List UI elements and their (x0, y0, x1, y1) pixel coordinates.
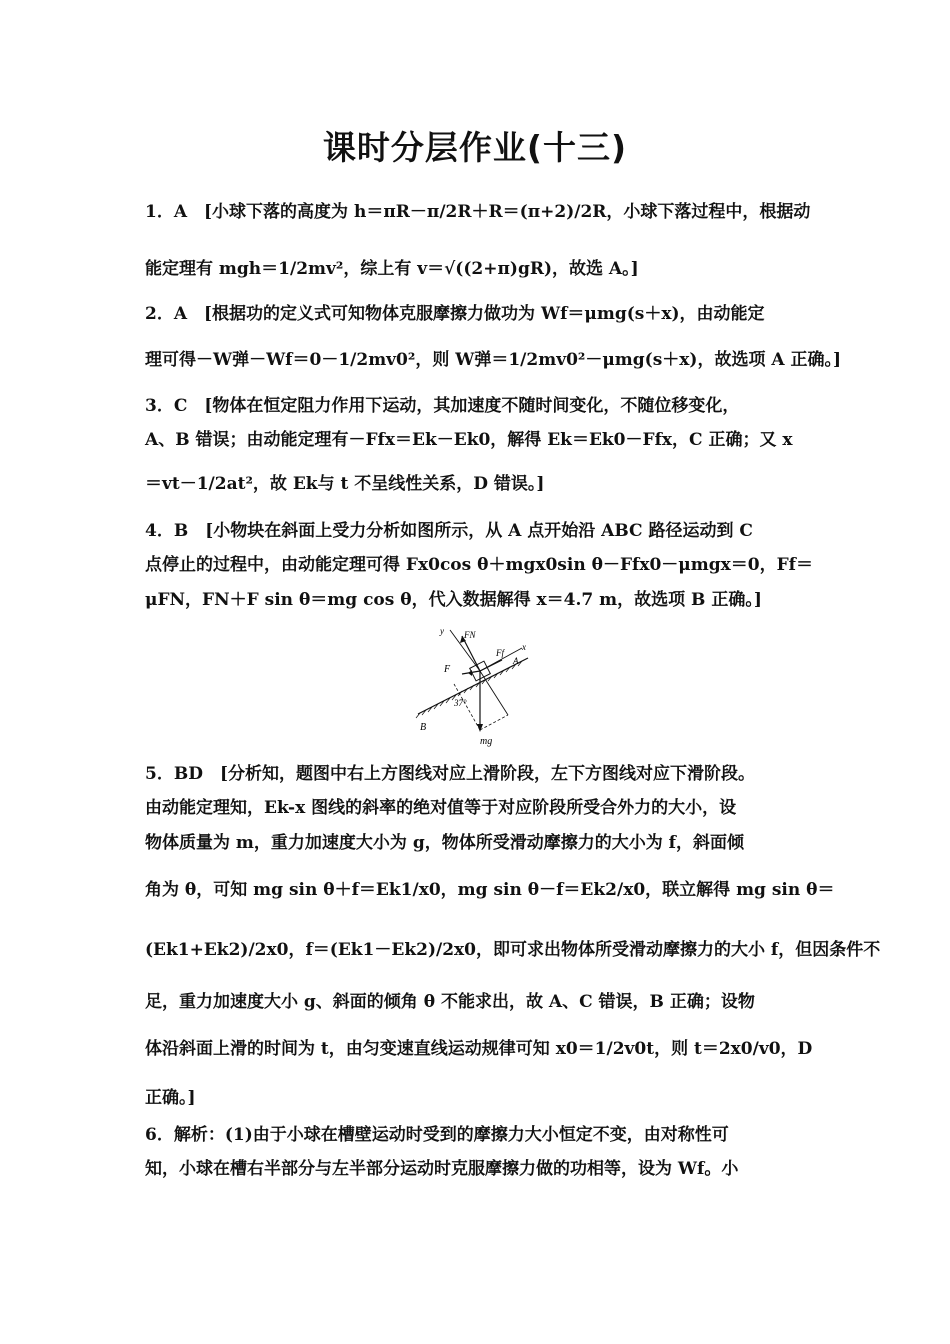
answer-line: 正确。] (145, 1088, 196, 1108)
answer-line: 6．解析：(1)由于小球在槽壁运动时受到的摩擦力大小恒定不变，由对称性可 (145, 1125, 729, 1145)
figure-label: mg (480, 736, 493, 747)
answer-line: 点停止的过程中，由动能定理可得 Fx0cos θ＋mgx0sin θ－Ffx0－μmgx＝0，Ff＝ (145, 555, 813, 575)
answer-line: 1．A [小球下落的高度为 h＝πR－π/2R＋R＝(π+2)/2R，小球下落过程中，根据动 (145, 202, 811, 222)
answer-line: 能定理有 mgh＝1/2mv²，综上有 v＝√((2+π)gR)，故选 A。] (145, 259, 639, 279)
figure-label: Ff (496, 648, 504, 658)
answer-line: A、B 错误；由动能定理有－Ffx＝Ek－Ek0，解得 Ek＝Ek0－Ffx，C 正确；又 x (145, 430, 793, 450)
answer-line: 体沿斜面上滑的时间为 t，由匀变速直线运动规律可知 x0＝1/2v0t，则 t＝2x0/v0，D (145, 1039, 813, 1059)
figure-label: A (513, 656, 519, 666)
answer-line: 由动能定理知，Ek-x 图线的斜率的绝对值等于对应阶段所受合外力的大小，设 (145, 798, 737, 818)
answer-line: 5．BD [分析知，题图中右上方图线对应上滑阶段，左下方图线对应下滑阶段。 (145, 764, 755, 784)
figure-label: y (440, 626, 444, 636)
answer-line: 角为 θ，可知 mg sin θ＋f＝Ek1/x0，mg sin θ－f＝Ek2/x0，联立解得 mg sin θ＝ (145, 880, 835, 900)
force-diagram (410, 622, 550, 752)
answer-line: 足，重力加速度大小 g、斜面的倾角 θ 不能求出，故 A、C 错误，B 正确；设物 (145, 992, 755, 1012)
answer-line: μFN，FN＋F sin θ＝mg cos θ，代入数据解得 x＝4.7 m，故选项 B 正确。] (145, 590, 762, 610)
answer-line: ＝vt－1/2at²，故 Ek与 t 不呈线性关系，D 错误。] (145, 474, 545, 494)
figure-label: x (522, 642, 526, 652)
answer-line: 理可得－W弹－Wf＝0－1/2mv0²，则 W弹＝1/2mv0²－μmg(s＋x)，故选项 A 正确。] (145, 350, 842, 370)
answer-line: 物体质量为 m，重力加速度大小为 g，物体所受滑动摩擦力的大小为 f，斜面倾 (145, 833, 744, 853)
answer-line: 知，小球在槽右半部分与左半部分运动时克服摩擦力做的功相等，设为 Wf。小 (145, 1159, 739, 1179)
answer-line: 3．C [物体在恒定阻力作用下运动，其加速度不随时间变化，不随位移变化， (145, 396, 740, 416)
figure-label: F (444, 664, 451, 675)
answer-line: (Ek1+Ek2)/2x0，f＝(Ek1－Ek2)/2x0，即可求出物体所受滑动摩擦力的大小 f，但因条件不 (145, 940, 881, 960)
figure-label: FN (464, 630, 476, 640)
figure-label: B (420, 722, 427, 733)
answer-line: 4．B [小物块在斜面上受力分析如图所示，从 A 点开始沿 ABC 路径运动到 C (145, 521, 753, 541)
answer-line: 2．A [根据功的定义式可知物体克服摩擦力做功为 Wf＝μmg(s＋x)，由动能定 (145, 304, 765, 324)
page-title: 课时分层作业(十三) (322, 128, 628, 167)
figure-label: 37° (454, 698, 467, 708)
